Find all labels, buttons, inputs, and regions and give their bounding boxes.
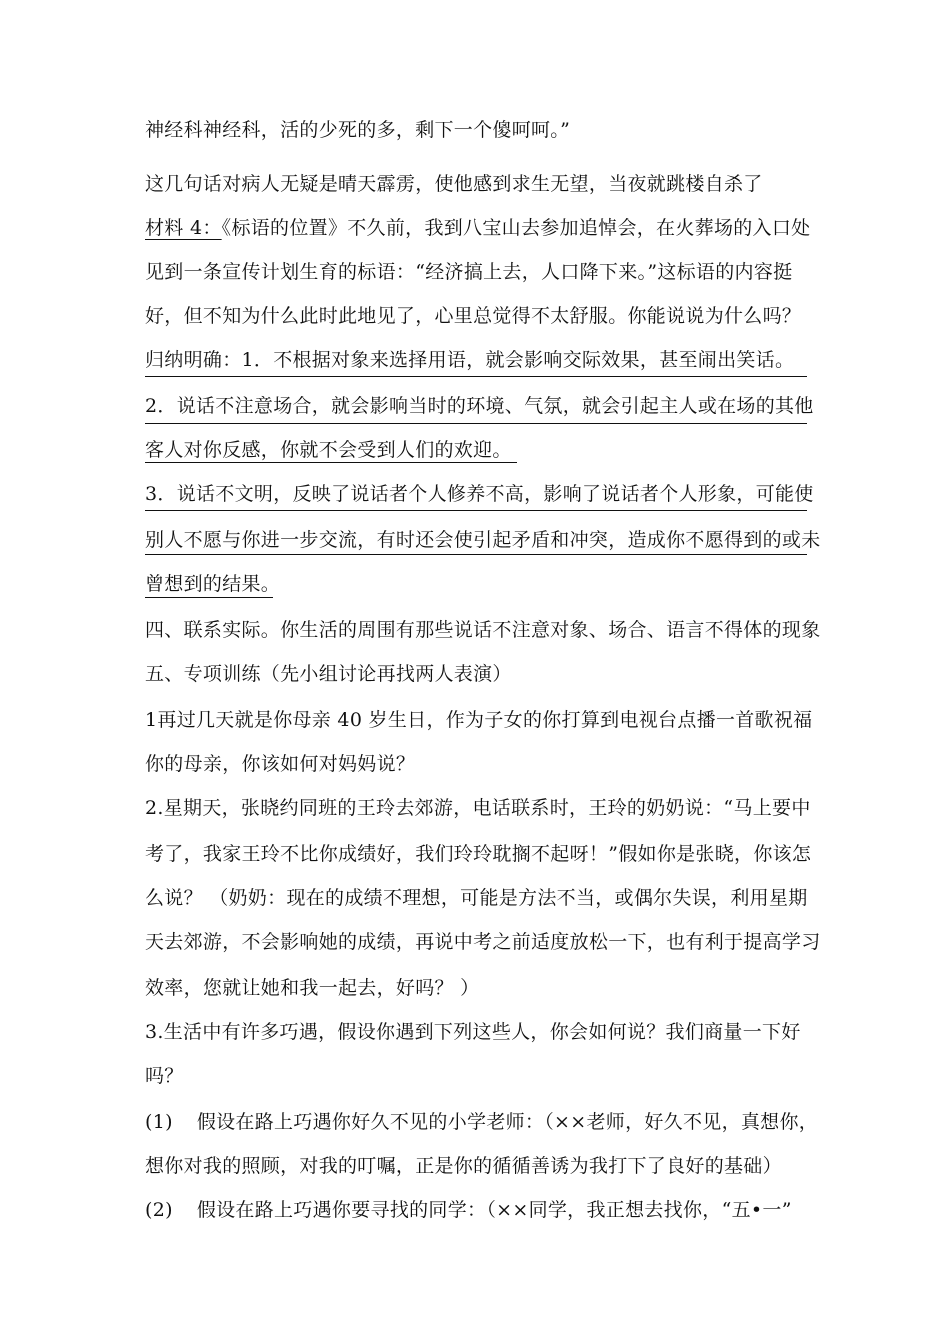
underline	[145, 597, 273, 598]
text-line: 1再过几天就是你母亲 40 岁生日，作为子女的你打算到电视台点播一首歌祝福	[145, 709, 813, 731]
list-item	[145, 1110, 818, 1134]
underline	[145, 376, 807, 377]
text-line: 这几句话对病人无疑是晴天霹雳，使他感到求生无望，当夜就跳楼自杀了	[145, 173, 763, 195]
text-line: 3.生活中有许多巧遇，假设你遇到下列这些人，你会如何说？我们商量一下好	[145, 1021, 801, 1043]
summary-line: 客人对你反感，你就不会受到人们的欢迎。	[145, 439, 512, 461]
underline	[145, 423, 807, 424]
text-line: 天去郊游，不会影响她的成绩，再说中考之前适度放松一下，也有利于提高学习	[145, 931, 821, 953]
text-line: 神经科神经科，活的少死的多，剩下一个傻呵呵。”	[145, 119, 571, 141]
item-text: 假设在路上巧遇你好久不见的小学老师：（××老师，好久不见，真想你，	[196, 1111, 819, 1133]
material-text: 《标语的位置》不久前，我到八宝山去参加追悼会，在火葬场的入口处	[221, 217, 811, 239]
section-heading: 五、专项训练（先小组讨论再找两人表演）	[145, 663, 512, 685]
item-text: 假设在路上巧遇你要寻找的同学：（××同学，我正想去找你，“五•一”	[196, 1199, 792, 1221]
summary-line: 曾想到的结果。	[145, 573, 281, 595]
summary-line: 3．说话不文明，反映了说话者个人修养不高，影响了说话者个人形象，可能使	[145, 483, 814, 505]
text-line: 2.星期天，张晓约同班的王玲去郊游，电话联系时，王玲的奶奶说：“马上要中	[145, 797, 811, 819]
text-line: 想你对我的照顾，对我的叮嘱，正是你的循循善诱为我打下了良好的基础）	[145, 1155, 782, 1177]
text-line	[145, 216, 810, 240]
item-marker: (2)	[145, 1199, 173, 1221]
summary-line: 别人不愿与你进一步交流，有时还会使引起矛盾和冲突，造成你不愿得到的或未	[145, 529, 821, 551]
list-item	[145, 1198, 792, 1222]
summary-line: 归纳明确：1．不根据对象来选择用语，就会影响交际效果，甚至闹出笑话。	[145, 349, 795, 371]
text-line: 见到一条宣传计划生育的标语：“经济搞上去，人口降下来。”这标语的内容挺	[145, 261, 793, 283]
summary-line: 2．说话不注意场合，就会影响当时的环境、气氛，就会引起主人或在场的其他	[145, 395, 814, 417]
item-marker: (1)	[145, 1111, 173, 1133]
underline	[145, 462, 517, 463]
material-label: 材料 4：	[145, 217, 222, 239]
text-line: 考了，我家王玲不比你成绩好，我们玲玲耽搁不起呀！”假如你是张晓，你该怎	[145, 843, 812, 865]
underline	[145, 554, 807, 555]
text-line: 吗？	[145, 1065, 184, 1087]
text-line: 好，但不知为什么此时此地见了，心里总觉得不太舒服。你能说说为什么吗？	[145, 305, 802, 327]
text-line: 效率，您就让她和我一起去，好吗？ ）	[145, 977, 480, 999]
text-line: 么说？ （奶奶：现在的成绩不理想，可能是方法不当，或偶尔失误，利用星期	[145, 887, 808, 909]
section-heading: 四、联系实际。你生活的周围有那些说话不注意对象、场合、语言不得体的现象	[145, 619, 821, 641]
underline	[145, 510, 807, 511]
text-line: 你的母亲，你该如何对妈妈说？	[145, 753, 416, 775]
